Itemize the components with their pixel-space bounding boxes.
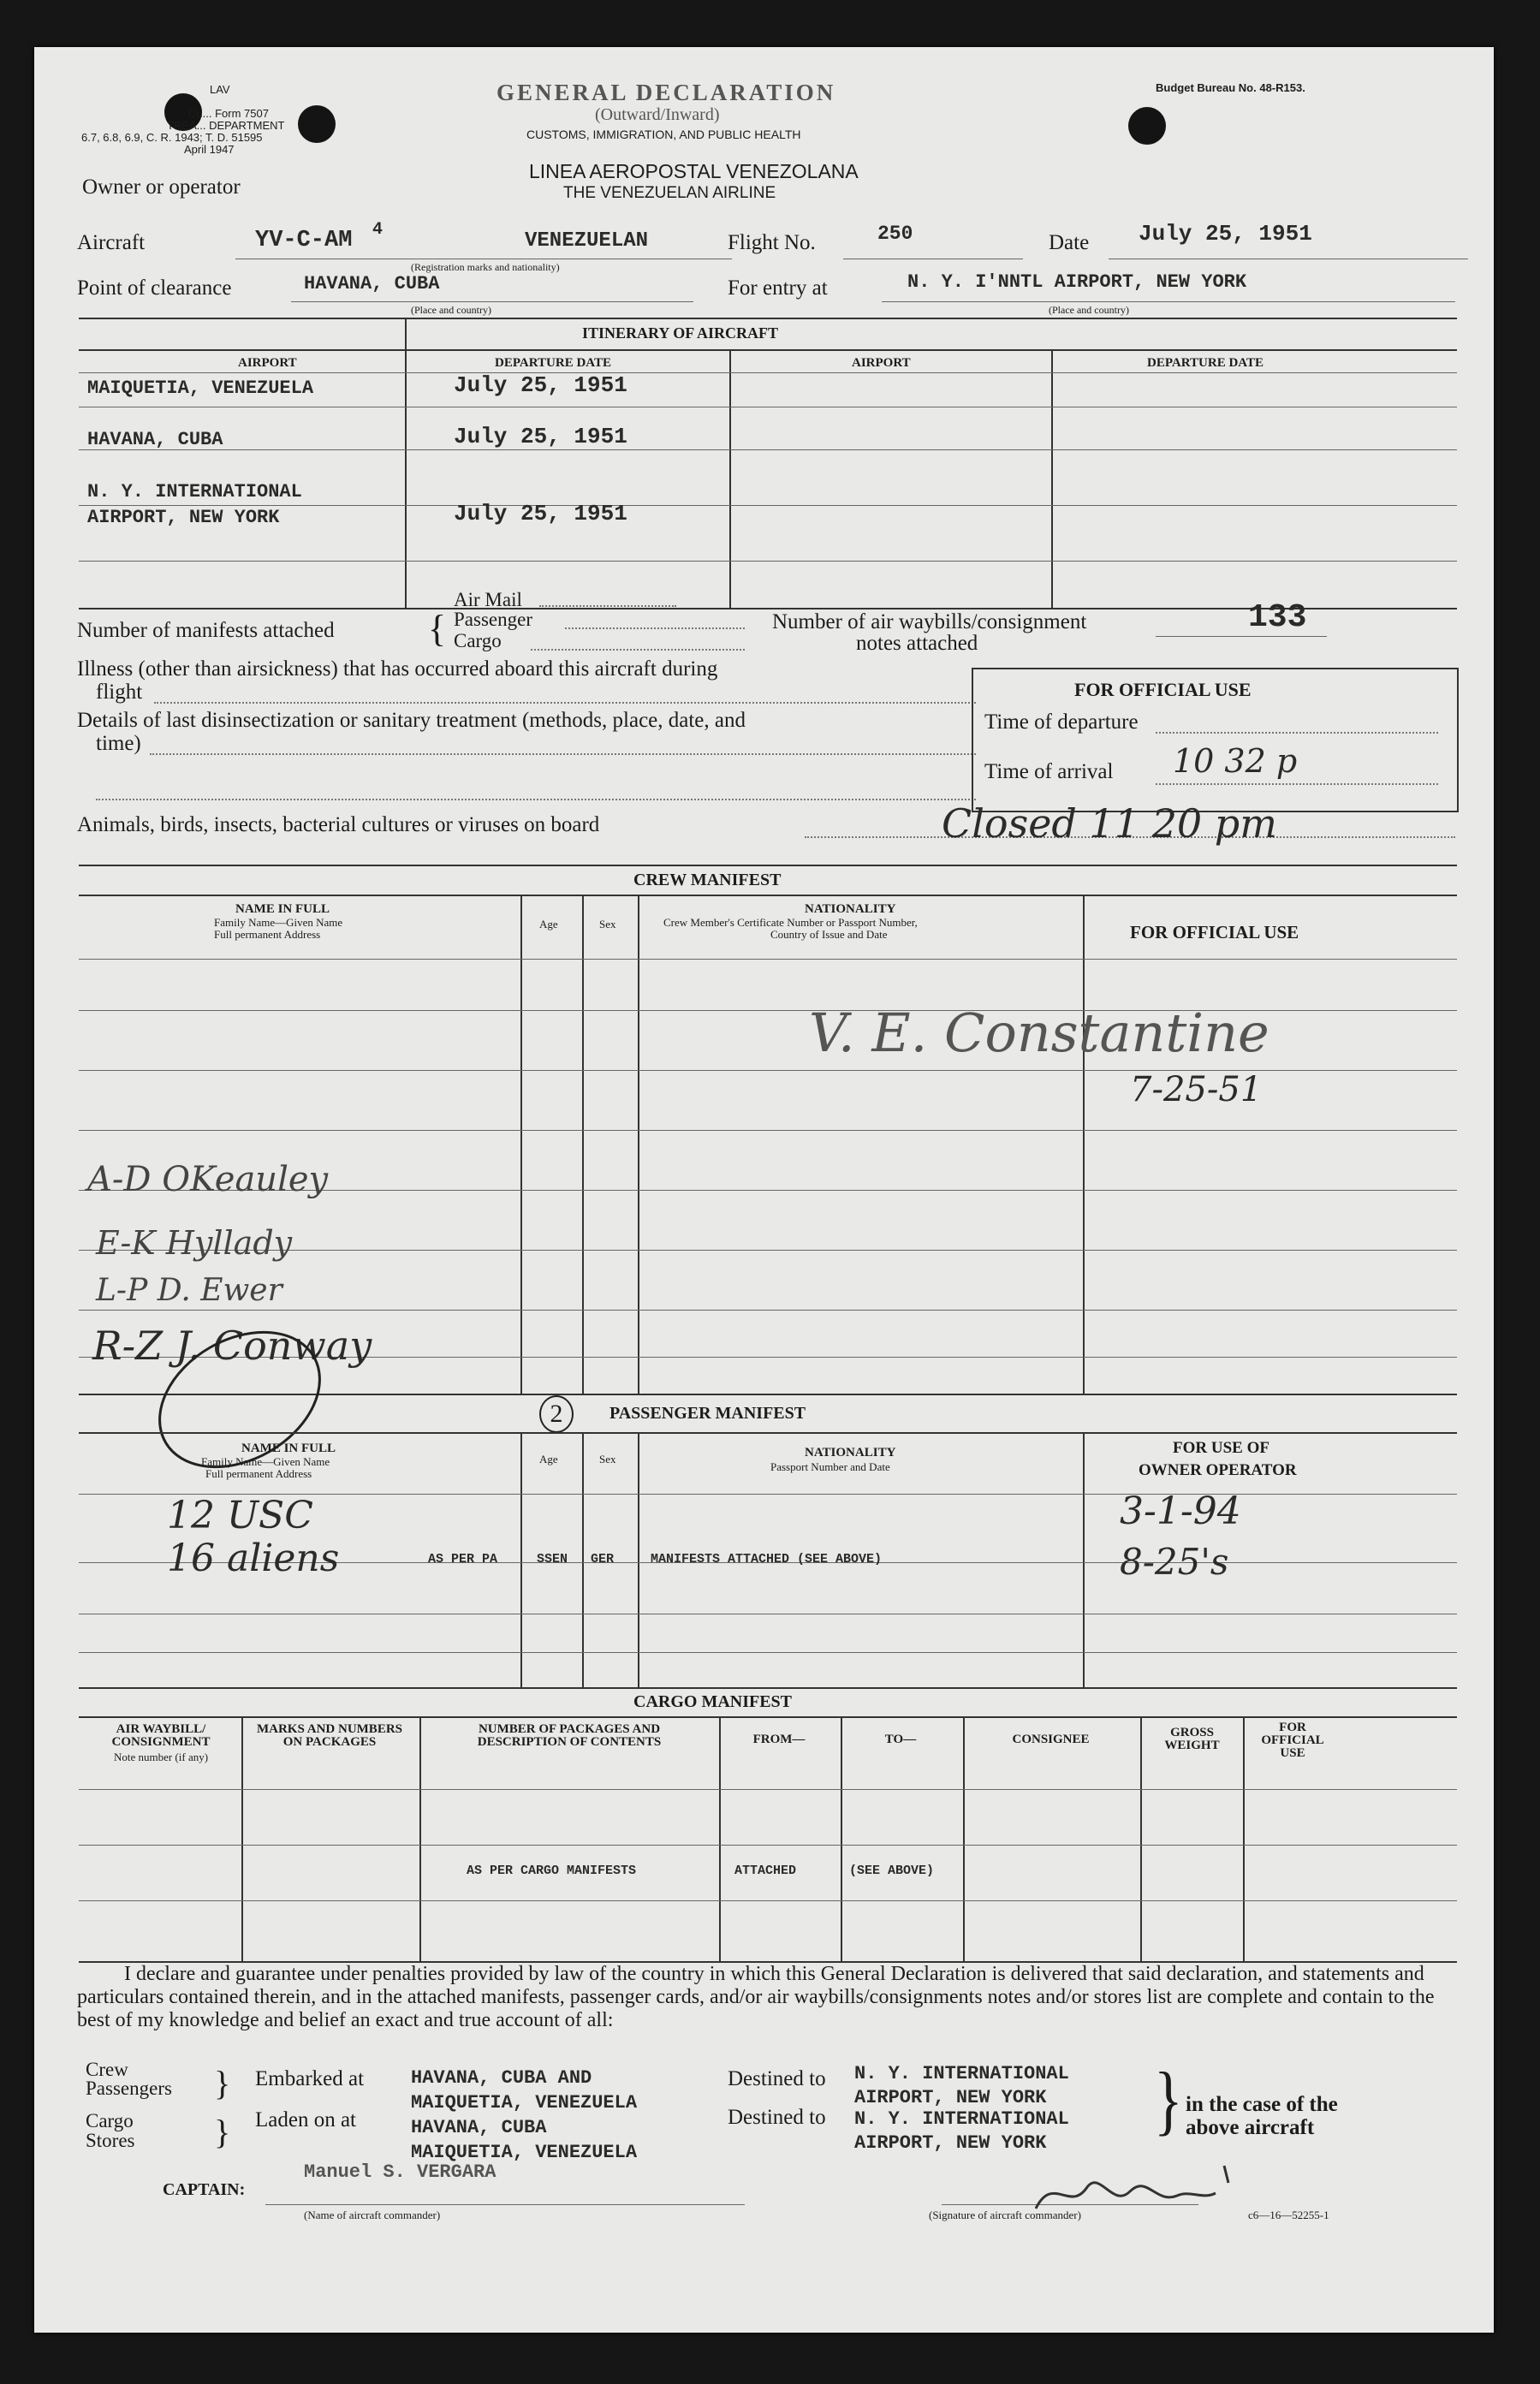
time-arrival-label: Time of arrival [984,760,1114,783]
animals-label: Animals, birds, insects, bacterial cultures or viruses on board [77,813,600,836]
itin-row-2-date: July 25, 1951 [454,424,627,449]
crew-col-nat-sub: Crew Member's Certificate Number or Passport Number, [663,916,918,929]
crew-col-nat: NATIONALITY [805,902,896,916]
registration-caption: (Registration marks and nationality) [411,261,560,273]
pass-col-nat: NATIONALITY [805,1446,896,1460]
laden-value-1: HAVANA, CUBA [411,2117,547,2138]
clearance-label: Point of clearance [77,276,232,300]
itin-row-2-airport: HAVANA, CUBA [87,429,223,450]
aircraft-suffix: 4 [372,220,384,240]
cargo-col-marks: MARKS AND NUMBERS ON PACKAGES [256,1722,402,1749]
illness-label: Illness (other than airsickness) that has occurred aboard this aircraft during [77,657,718,681]
bottom-brace-3: } [1154,2058,1183,2144]
captain-signature [1019,2149,1275,2226]
crew-sig-date: 7-25-51 [1130,1070,1263,1109]
cargo-col-number: NUMBER OF PACKAGES AND DESCRIPTION OF CONTENTS [477,1722,662,1749]
airline-name: LINEA AEROPOSTAL VENEZOLANA [529,160,859,182]
flight-value: 250 [877,223,913,245]
case-label-1: in the case of the [1186,2093,1338,2116]
waybills-label: Number of air waybills/consignment [772,610,1087,633]
passenger-circle: 2 [539,1395,574,1433]
captain-name: Manuel S. VERGARA [304,2161,496,2183]
destined-2-value-2: AIRPORT, NEW YORK [854,2132,1047,2154]
closed-note: Closed 11 20 pm [942,800,1277,847]
budget-bureau: Budget Bureau No. 48-R153. [1156,81,1305,94]
pass-col-sex: Sex [599,1453,616,1465]
manifest-cargo: Cargo [454,630,502,651]
form-subtitle: (Outward/Inward) [595,105,720,124]
bottom-stores: Stores [86,2130,135,2151]
declaration-form [34,47,1494,2333]
form-ref-2: Cu... Form 7507 [188,107,269,120]
destined-2-value-1: N. Y. INTERNATIONAL [854,2108,1069,2130]
destined-1-value-2: AIRPORT, NEW YORK [854,2087,1047,2108]
itin-row-4-date: July 25, 1951 [454,501,627,526]
destined-label-2: Destined to [728,2106,826,2129]
manifests-brace: { [428,608,447,650]
bottom-passengers: Passengers [86,2078,172,2099]
passenger-title: PASSENGER MANIFEST [609,1404,806,1423]
case-label-2: above aircraft [1186,2116,1315,2139]
pass-owner-row-2: 8-25's [1120,1541,1229,1583]
manifests-label: Number of manifests attached [77,619,335,642]
manifest-air-mail: Air Mail [454,589,522,610]
pass-col-name-sub: Family Name—Given Name [201,1455,330,1468]
itin-col-airport-2: AIRPORT [852,356,911,370]
cargo-col-weight: GROSS WEIGHT [1164,1726,1220,1752]
form-ref-4: 6.7, 6.8, 6.9, C. R. 1943; T. D. 51595 [81,131,263,144]
captain-label: CAPTAIN: [163,2180,246,2199]
entry-value: N. Y. I'NNTL AIRPORT, NEW YORK [907,271,1247,293]
pass-col-age: Age [539,1453,558,1465]
itin-row-3-airport: N. Y. INTERNATIONAL [87,481,302,502]
pass-hand-row-1: 12 USC [167,1494,313,1537]
cargo-col-from: FROM— [752,1733,806,1746]
cargo-row-desc: AS PER CARGO MANIFESTS [467,1864,637,1878]
pass-col-name: NAME IN FULL [241,1442,336,1455]
itin-col-departure: DEPARTURE DATE [495,356,612,370]
crew-col-age: Age [539,918,558,930]
itin-col-departure-2: DEPARTURE DATE [1147,356,1264,370]
embarked-value-1: HAVANA, CUBA AND [411,2067,592,2089]
signature-caption: (Signature of aircraft commander) [929,2209,1081,2221]
pass-hand-row-2: 16 aliens [167,1537,340,1580]
pass-typed-age: AS PER PA [428,1552,498,1567]
embarked-label: Embarked at [255,2067,365,2090]
form-ref-1: LAV [210,83,230,96]
cargo-row-to: (SEE ABOVE) [849,1864,935,1878]
form-ref-5: April 1947 [184,143,235,156]
laden-label: Laden on at [255,2108,357,2131]
crew-signature: V. E. Constantine [809,1002,1269,1064]
time-arrival-value: 10 32 p [1173,742,1298,780]
time-departure-label: Time of departure [984,710,1139,734]
itin-row-4-airport: AIRPORT, NEW YORK [87,507,280,528]
crew-hand-name-4: R-Z J. Conway [92,1323,372,1369]
bottom-crew: Crew [86,2059,128,2080]
flight-label: Flight No. [728,231,816,254]
nationality-value: VENEZUELAN [525,229,649,253]
disinsect-label-2: time) [96,732,141,755]
owner-label: Owner or operator [82,175,241,199]
pass-owner-row-1: 3-1-94 [1120,1489,1241,1533]
pass-typed-sex-2: GER [591,1552,615,1567]
waybills-value: 133 [1248,599,1307,636]
form-title: GENERAL DECLARATION [496,80,836,105]
form-subtitle-2: CUSTOMS, IMMIGRATION, AND PUBLIC HEALTH [526,128,801,141]
crew-col-nat-sub2: Country of Issue and Date [770,928,888,941]
destined-label-1: Destined to [728,2067,826,2090]
cargo-title: CARGO MANIFEST [633,1692,793,1711]
cargo-col-consignee: CONSIGNEE [1012,1733,1090,1746]
disinsect-label: Details of last disinsectization or sanitary treatment (methods, place, date, and [77,709,746,732]
clearance-value: HAVANA, CUBA [304,273,440,294]
crew-col-sex: Sex [599,918,616,930]
cargo-col-to: TO— [884,1733,917,1746]
bottom-brace-1: } [214,2064,231,2102]
cargo-col-waybill-sub: Note number (if any) [113,1751,209,1763]
aircraft-label: Aircraft [77,231,146,254]
punch-hole [298,105,336,143]
crew-col-name-sub2: Full permanent Address [214,928,321,941]
pass-typed-nat: MANIFESTS ATTACHED (SEE ABOVE) [651,1552,883,1567]
laden-value-2: MAIQUETIA, VENEZUELA [411,2142,638,2163]
pass-col-owner-2: OWNER OPERATOR [1139,1461,1297,1479]
crew-col-name-sub: Family Name—Given Name [214,916,343,929]
crew-hand-name-1: A-D OKeauley [87,1160,329,1199]
itinerary-title: ITINERARY OF AIRCRAFT [582,324,779,342]
pass-col-name-sub2: Full permanent Address [205,1467,312,1480]
captain-caption: (Name of aircraft commander) [304,2209,441,2221]
crew-col-official: FOR OFFICIAL USE [1130,922,1299,942]
illness-label-2: flight [96,681,143,704]
crew-col-name: NAME IN FULL [235,902,330,916]
embarked-value-2: MAIQUETIA, VENEZUELA [411,2092,638,2113]
pass-col-owner: FOR USE OF [1173,1439,1269,1457]
declaration-text: I declare and guarantee under penalties provided by law of the country in which this General Declaration is delivered that said declaration, and statements and particulars contained therein, and in the attached manifests, passenger cards, and/or air waybills/consignments notes and/or stores list are complete and contain to the best of my knowledge and belief an exact and true account of all: [77,1963,1435,2031]
crew-hand-name-3: L-P D. Ewer [96,1273,282,1308]
destined-1-value-1: N. Y. INTERNATIONAL [854,2063,1069,2084]
pass-typed-sex-1: SSEN [537,1552,568,1567]
cargo-col-official: FOR OFFICIAL USE [1261,1721,1324,1760]
date-value: July 25, 1951 [1139,221,1312,247]
itin-row-1-date: July 25, 1951 [454,372,627,398]
itin-row-1-airport: MAIQUETIA, VENEZUELA [87,378,314,399]
manifest-passenger: Passenger [454,609,532,630]
date-label: Date [1049,231,1090,254]
airline-english: THE VENEZUELAN AIRLINE [563,184,776,202]
crew-title: CREW MANIFEST [633,871,782,889]
waybills-label-2: notes attached [856,632,978,655]
punch-hole [1128,107,1166,145]
crew-hand-name-2: E-K Hyllady [96,1224,293,1262]
bottom-brace-2: } [214,2113,231,2151]
clearance-caption: (Place and country) [411,304,491,316]
bottom-cargo: Cargo [86,2110,134,2131]
pass-col-nat-sub: Passport Number and Date [770,1460,890,1473]
official-use-title: FOR OFFICIAL USE [1074,679,1252,700]
form-ref-3: TREA... DEPARTMENT [167,119,285,132]
form-number: c6—16—52255-1 [1248,2209,1329,2221]
cargo-col-waybill: AIR WAYBILL/ CONSIGNMENT [111,1722,211,1749]
itin-col-airport: AIRPORT [238,356,297,370]
entry-label: For entry at [728,276,828,300]
cargo-row-from: ATTACHED [734,1864,797,1878]
entry-caption: (Place and country) [1049,304,1129,316]
aircraft-value: YV-C-AM [255,228,353,253]
